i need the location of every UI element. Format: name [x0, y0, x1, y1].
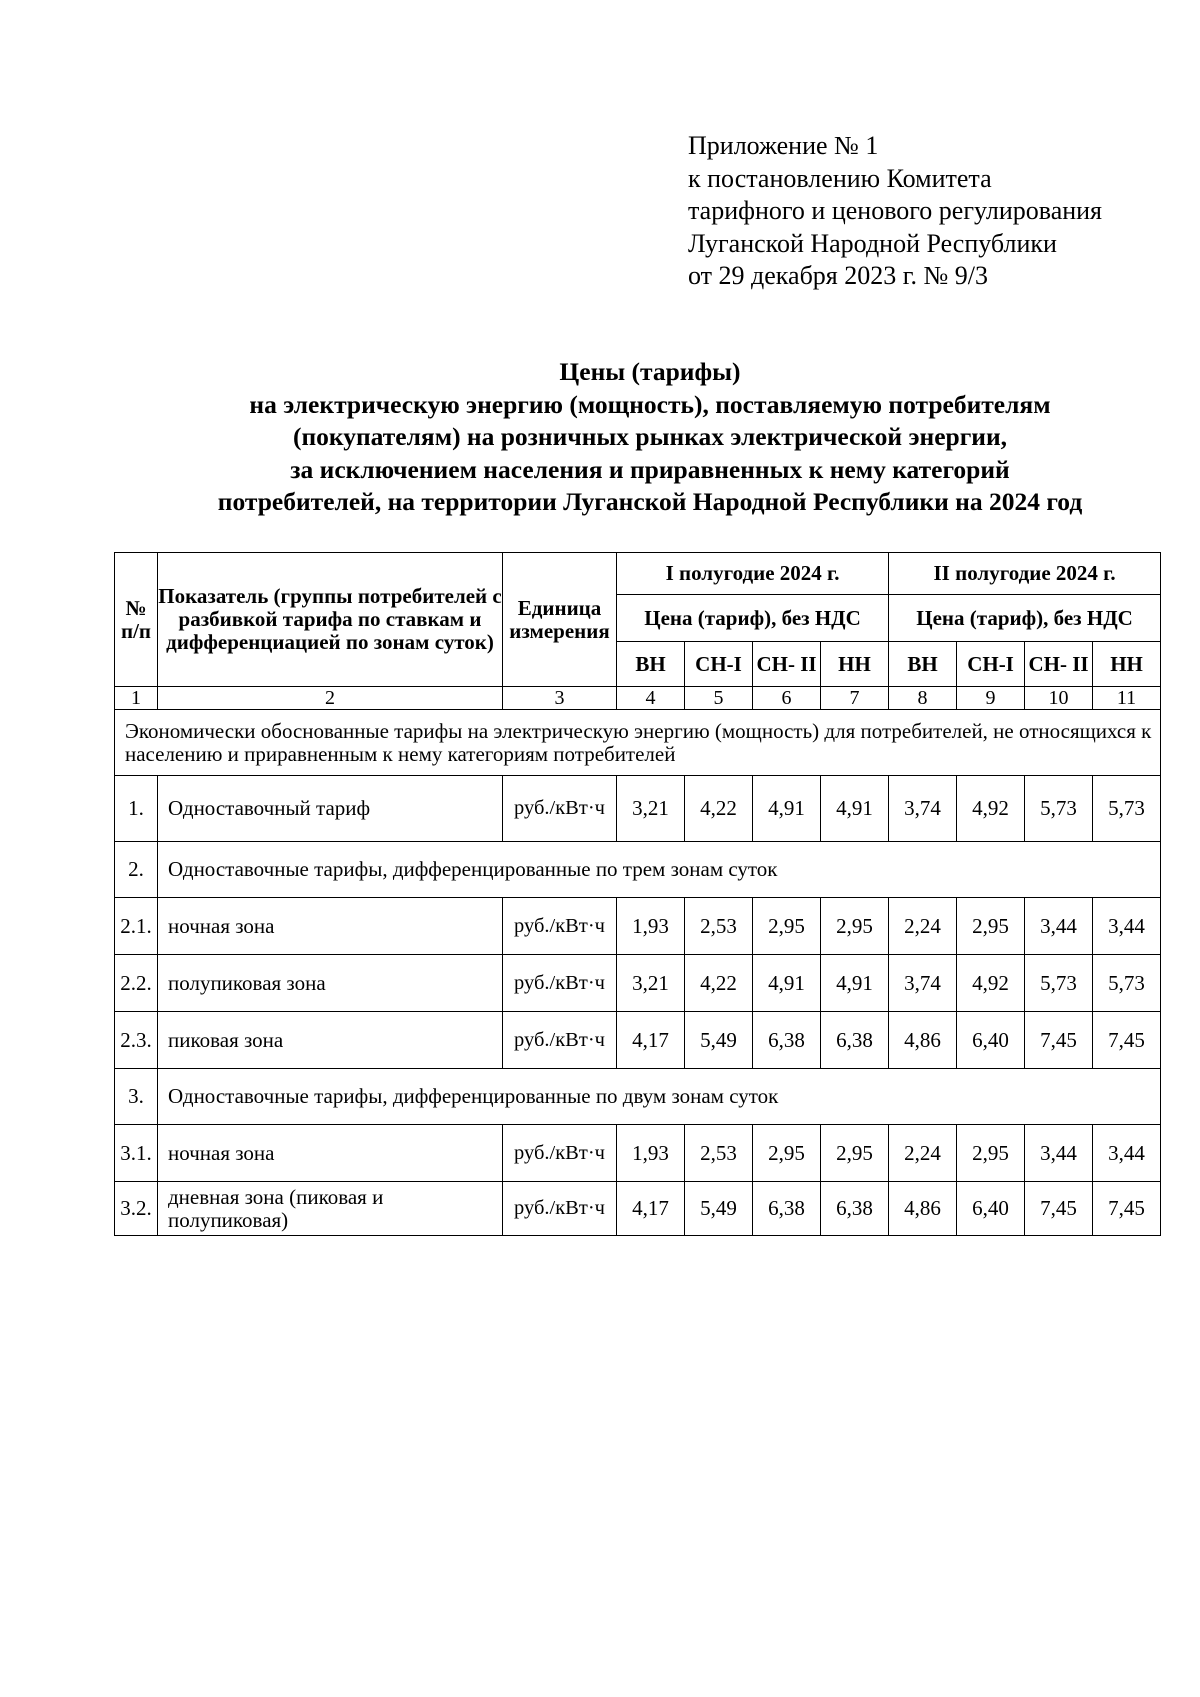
column-index: 3: [503, 687, 617, 710]
row-value: 3,44: [1025, 1125, 1093, 1182]
header-level: СН- II: [1025, 642, 1093, 687]
row-value: 2,24: [889, 898, 957, 955]
row-value: 6,40: [957, 1182, 1025, 1236]
table-row: [115, 1012, 1161, 1069]
row-value: 4,86: [889, 1182, 957, 1236]
header-half2: II полугодие 2024 г.: [889, 553, 1161, 595]
row-unit: руб./кВт·ч: [503, 1125, 617, 1182]
header-indicator: Показатель (группы потребителей с разбивкой тарифа по ставкам и дифференциацией по зонам суток): [158, 553, 503, 687]
row-num: 2.1.: [115, 898, 158, 955]
table-row: [115, 776, 1161, 842]
row-num: 2.3.: [115, 1012, 158, 1069]
row-num: 1.: [115, 776, 158, 842]
row-value: 4,91: [753, 776, 821, 842]
row-value: 2,95: [821, 1125, 889, 1182]
row-value: 5,73: [1025, 776, 1093, 842]
table-row: [115, 1182, 1161, 1236]
appendix-line: Луганской Народной Республики: [688, 228, 1057, 258]
row-value: 5,73: [1025, 955, 1093, 1012]
row-name: дневная зона (пиковая и полупиковая): [158, 1182, 503, 1236]
group-row: [115, 842, 1161, 898]
row-value: 3,21: [617, 955, 685, 1012]
row-num: 3.1.: [115, 1125, 158, 1182]
row-value: 7,45: [1093, 1012, 1161, 1069]
row-value: 6,38: [821, 1012, 889, 1069]
group-title: Одноставочные тарифы, дифференцированные по двум зонам суток: [158, 1069, 1161, 1125]
row-value: 3,74: [889, 955, 957, 1012]
appendix-line: от 29 декабря 2023 г. № 9/3: [688, 261, 989, 290]
row-value: 7,45: [1025, 1182, 1093, 1236]
row-num: 3.: [115, 1069, 158, 1125]
row-value: 3,44: [1093, 1125, 1161, 1182]
title-line: за исключением населения и приравненных к нему категорий: [290, 454, 1010, 484]
row-value: 4,22: [685, 955, 753, 1012]
row-name: полупиковая зона: [158, 955, 503, 1012]
group-title: Одноставочные тарифы, дифференцированные по трем зонам суток: [158, 842, 1161, 898]
row-value: 4,17: [617, 1012, 685, 1069]
row-value: 6,38: [753, 1012, 821, 1069]
row-value: 3,44: [1025, 898, 1093, 955]
row-value: 4,92: [957, 776, 1025, 842]
row-value: 4,91: [821, 776, 889, 842]
title-line: (покупателям) на розничных рынках электрической энергии,: [292, 422, 1008, 451]
column-index: 6: [753, 687, 821, 710]
row-value: 3,44: [1093, 898, 1161, 955]
header-row: [115, 553, 1161, 595]
appendix-line: тарифного и ценового регулирования: [688, 196, 1103, 225]
row-value: 4,91: [753, 955, 821, 1012]
row-value: 2,95: [753, 898, 821, 955]
column-index: 11: [1093, 687, 1161, 710]
group-row: [115, 1069, 1161, 1125]
row-value: 5,49: [685, 1012, 753, 1069]
title-line: на электрическую энергию (мощность), поставляемую потребителям: [249, 389, 1051, 419]
appendix-line: к постановлению Комитета: [688, 163, 992, 193]
row-value: 5,73: [1093, 955, 1161, 1012]
row-name: ночная зона: [158, 898, 503, 955]
header-level: СН- II: [753, 642, 821, 687]
row-value: 2,53: [685, 1125, 753, 1182]
row-unit: руб./кВт·ч: [503, 898, 617, 955]
header-unit: Единица измерения: [503, 553, 617, 687]
row-value: 4,91: [821, 955, 889, 1012]
row-value: 6,40: [957, 1012, 1025, 1069]
header-level: ВН: [617, 642, 685, 687]
row-num: 2.2.: [115, 955, 158, 1012]
header-level: СН-I: [685, 642, 753, 687]
header-level: НН: [1093, 642, 1161, 687]
row-value: 2,24: [889, 1125, 957, 1182]
row-value: 3,21: [617, 776, 685, 842]
section-title: Экономически обоснованные тарифы на электрическую энергию (мощность) для потребителей, не относящихся к населению и приравненным к нему категориям потребителей: [115, 710, 1161, 776]
row-value: 6,38: [821, 1182, 889, 1236]
column-index: 9: [957, 687, 1025, 710]
row-num: 2.: [115, 842, 158, 898]
row-value: 3,74: [889, 776, 957, 842]
column-index: 10: [1025, 687, 1093, 710]
row-unit: руб./кВт·ч: [503, 1012, 617, 1069]
row-value: 1,93: [617, 898, 685, 955]
row-num: 3.2.: [115, 1182, 158, 1236]
column-index: 5: [685, 687, 753, 710]
appendix-block: [688, 130, 1102, 293]
row-value: 2,95: [957, 898, 1025, 955]
row-value: 2,95: [957, 1125, 1025, 1182]
table-row: [115, 1125, 1161, 1182]
header-price-half2: Цена (тариф), без НДС: [889, 595, 1161, 642]
header-level: ВН: [889, 642, 957, 687]
column-index: 7: [821, 687, 889, 710]
row-value: 2,95: [753, 1125, 821, 1182]
row-value: 5,49: [685, 1182, 753, 1236]
header-half1: I полугодие 2024 г.: [617, 553, 889, 595]
section-row: [115, 710, 1161, 776]
row-value: 4,86: [889, 1012, 957, 1069]
row-value: 6,38: [753, 1182, 821, 1236]
title-line: потребителей, на территории Луганской Народной Республики на 2024 год: [217, 487, 1083, 516]
row-value: 7,45: [1025, 1012, 1093, 1069]
column-index: 2: [158, 687, 503, 710]
appendix-line: Приложение № 1: [688, 131, 879, 160]
header-level: СН-I: [957, 642, 1025, 687]
column-index: 1: [115, 687, 158, 710]
tariff-table: [114, 552, 1161, 1236]
row-value: 7,45: [1093, 1182, 1161, 1236]
header-num: № п/п: [115, 553, 158, 687]
document-title: [150, 356, 1150, 519]
row-value: 1,93: [617, 1125, 685, 1182]
row-value: 4,22: [685, 776, 753, 842]
header-price-half1: Цена (тариф), без НДС: [617, 595, 889, 642]
title-line: Цены (тарифы): [559, 357, 741, 386]
column-index-row: [115, 687, 1161, 710]
row-name: ночная зона: [158, 1125, 503, 1182]
row-unit: руб./кВт·ч: [503, 776, 617, 842]
row-value: 5,73: [1093, 776, 1161, 842]
column-index: 4: [617, 687, 685, 710]
row-value: 4,17: [617, 1182, 685, 1236]
row-value: 2,53: [685, 898, 753, 955]
column-index: 8: [889, 687, 957, 710]
row-unit: руб./кВт·ч: [503, 1182, 617, 1236]
table-row: [115, 898, 1161, 955]
table-row: [115, 955, 1161, 1012]
row-value: 2,95: [821, 898, 889, 955]
row-name: пиковая зона: [158, 1012, 503, 1069]
row-unit: руб./кВт·ч: [503, 955, 617, 1012]
row-name: Одноставочный тариф: [158, 776, 503, 842]
header-level: НН: [821, 642, 889, 687]
row-value: 4,92: [957, 955, 1025, 1012]
